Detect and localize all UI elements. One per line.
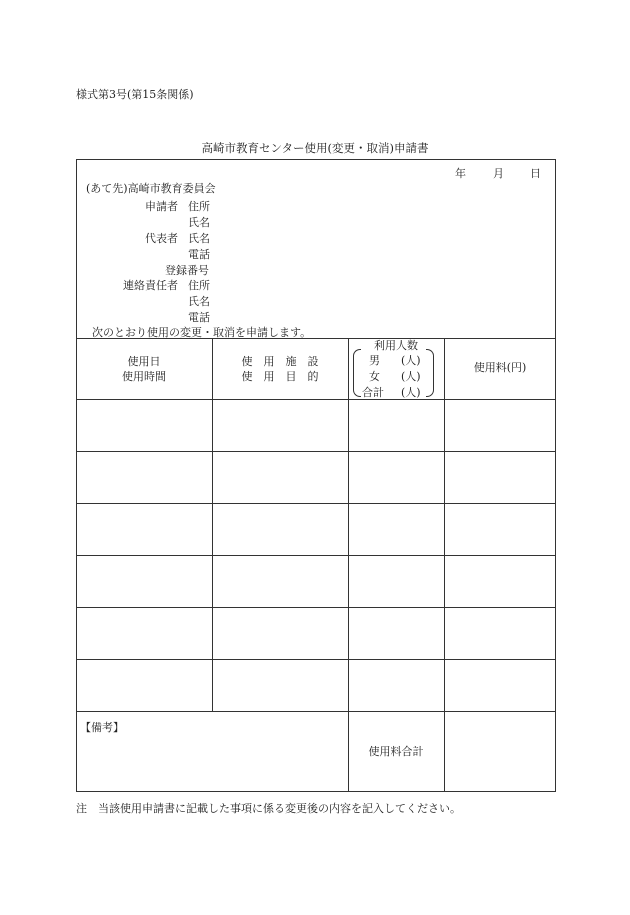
row-line-5 bbox=[76, 659, 556, 660]
left-bracket-icon bbox=[353, 349, 361, 397]
male-unit: (人) bbox=[401, 354, 421, 367]
date-day-label: 日 bbox=[530, 167, 541, 180]
remarks-label: 【備考】 bbox=[80, 721, 124, 734]
row-line-3 bbox=[76, 555, 556, 556]
header-usage-time-label: 使用時間 bbox=[122, 370, 166, 383]
right-bracket-icon bbox=[426, 349, 434, 397]
form-title: 高崎市教育センター使用(変更・取消)申請書 bbox=[201, 141, 429, 155]
total-unit: (人) bbox=[401, 386, 421, 399]
fee-total-label: 使用料合計 bbox=[368, 745, 424, 758]
contact-phone-label: 電話 bbox=[188, 311, 210, 324]
addressee: (あて先)高崎市教育委員会 bbox=[86, 182, 216, 195]
header-facility-label: 使 用 施 設 bbox=[241, 355, 319, 368]
col-divider-1 bbox=[212, 338, 213, 711]
table-header-line bbox=[76, 399, 556, 400]
header-facility-purpose bbox=[212, 354, 348, 384]
date-month-label: 月 bbox=[493, 167, 504, 180]
row-line-6 bbox=[76, 711, 556, 712]
header-purpose-label: 使 用 目 的 bbox=[241, 370, 319, 383]
col-divider-3 bbox=[444, 338, 445, 792]
header-attendance-title: 利用人数 bbox=[374, 339, 418, 352]
representative-label: 代表者 bbox=[145, 232, 178, 245]
total-label: 合計 bbox=[362, 386, 384, 399]
form-frame bbox=[76, 159, 556, 792]
male-label: 男 bbox=[369, 354, 380, 367]
header-usage-date bbox=[76, 354, 212, 384]
row-line-1 bbox=[76, 451, 556, 452]
row-line-2 bbox=[76, 503, 556, 504]
row-line-4 bbox=[76, 607, 556, 608]
header-fee: 使用料(円) bbox=[473, 361, 527, 374]
table-top-line bbox=[76, 338, 556, 339]
applicant-address-label: 住所 bbox=[188, 200, 210, 213]
female-label: 女 bbox=[369, 370, 380, 383]
col-divider-2 bbox=[348, 338, 349, 792]
applicant-label: 申請者 bbox=[145, 200, 178, 213]
representative-phone-label: 電話 bbox=[188, 248, 210, 261]
date-year-label: 年 bbox=[455, 167, 466, 180]
female-unit: (人) bbox=[401, 370, 421, 383]
contact-name-label: 氏名 bbox=[188, 295, 210, 308]
form-number: 様式第3号(第15条関係) bbox=[76, 88, 194, 101]
representative-name-label: 氏名 bbox=[188, 232, 210, 245]
contact-person-label: 連絡責任者 bbox=[123, 279, 178, 292]
footnote: 注 当該使用申請書に記載した事項に係る変更後の内容を記入してください。 bbox=[76, 802, 461, 815]
registration-number-label: 登録番号 bbox=[165, 264, 209, 277]
contact-address-label: 住所 bbox=[188, 279, 210, 292]
request-statement: 次のとおり使用の変更・取消を申請します。 bbox=[92, 326, 312, 339]
applicant-name-label: 氏名 bbox=[188, 216, 210, 229]
header-usage-date-label: 使用日 bbox=[127, 355, 161, 368]
